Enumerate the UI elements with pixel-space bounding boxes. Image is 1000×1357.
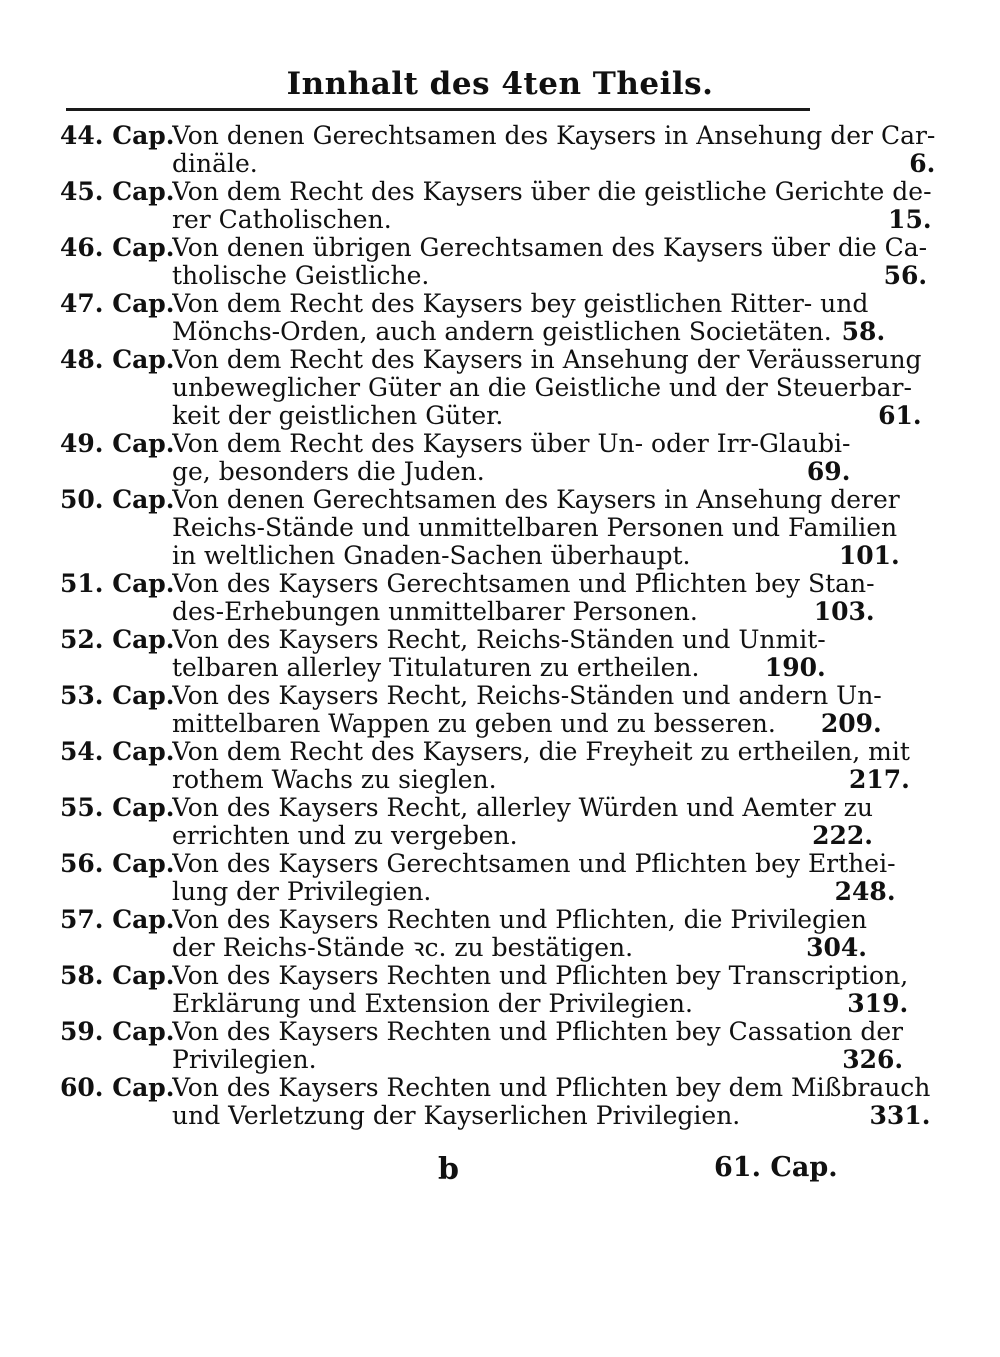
title-line: Von denen Gerechtsamen des Kaysers in Ansehung der Car- xyxy=(172,122,936,150)
toc-entry xyxy=(60,905,867,962)
page-number: 58. xyxy=(841,317,886,346)
header-rule xyxy=(66,108,810,111)
page-number: 304. xyxy=(806,933,867,962)
toc-entry xyxy=(60,233,928,290)
chapter-title xyxy=(172,682,882,738)
title-line: des-Erhebungen unmittelbarer Personen. xyxy=(172,597,698,626)
title-last-line xyxy=(172,878,896,906)
title-last-line xyxy=(172,934,867,962)
title-line: Von des Kaysers Rechten und Pflichten, die Privilegien xyxy=(172,906,867,934)
chapter-label: 51. Cap. xyxy=(60,569,175,598)
toc-entry xyxy=(60,429,851,486)
page-number: 6. xyxy=(909,149,936,178)
toc-entry xyxy=(60,849,896,906)
chapter-title xyxy=(172,290,885,346)
chapter-label: 59. Cap. xyxy=(60,1017,175,1046)
page-number: 248. xyxy=(834,877,896,906)
chapter-title xyxy=(172,1018,903,1074)
page-number: 326. xyxy=(842,1045,904,1074)
page-number: 15. xyxy=(888,205,932,234)
chapter-label: 45. Cap. xyxy=(60,177,175,206)
title-last-line xyxy=(172,654,826,682)
title-line: lung der Privilegien. xyxy=(172,877,432,906)
title-line: Von des Kaysers Recht, Reichs-Ständen und andern Un- xyxy=(172,682,882,710)
title-line: und Verletzung der Kayserlichen Privilegien. xyxy=(172,1101,741,1130)
page-number: 190. xyxy=(764,653,826,682)
chapter-label: 49. Cap. xyxy=(60,429,175,458)
chapter-title xyxy=(172,1074,930,1130)
title-last-line xyxy=(172,150,935,178)
title-last-line xyxy=(172,1046,903,1074)
toc-entry xyxy=(60,625,826,682)
title-last-line xyxy=(172,206,932,234)
title-line: tholische Geistliche. xyxy=(172,261,430,290)
title-line: in weltlichen Gnaden-Sachen überhaupt. xyxy=(172,541,691,570)
title-line: Von dem Recht des Kaysers bey geistlichen Ritter- und xyxy=(172,290,869,318)
chapter-title xyxy=(172,430,850,486)
title-line: Erklärung und Extension der Privilegien. xyxy=(172,989,693,1018)
chapter-title xyxy=(172,178,932,234)
title-last-line xyxy=(172,990,908,1018)
title-last-line xyxy=(172,542,900,570)
chapter-title xyxy=(172,570,875,626)
chapter-label: 44. Cap. xyxy=(60,121,175,150)
page-number: 101. xyxy=(838,541,900,570)
chapter-label: 53. Cap. xyxy=(60,681,175,710)
title-line: Privilegien. xyxy=(172,1045,317,1074)
chapter-title xyxy=(172,486,900,570)
toc-entry xyxy=(60,1073,931,1130)
title-last-line xyxy=(172,766,910,794)
chapter-label: 55. Cap. xyxy=(60,793,175,822)
title-line: keit der geistlichen Güter. xyxy=(172,401,504,430)
toc-entry xyxy=(60,681,882,738)
toc-entry xyxy=(60,289,886,346)
title-line: unbeweglicher Güter an die Geistliche und der Steuerbar- xyxy=(172,374,912,402)
chapter-label: 54. Cap. xyxy=(60,737,175,766)
title-last-line xyxy=(172,710,882,738)
page-number: 319. xyxy=(847,989,909,1018)
toc-entry xyxy=(60,737,910,794)
chapter-title xyxy=(172,906,867,962)
chapter-label: 60. Cap. xyxy=(60,1073,175,1102)
chapter-label: 57. Cap. xyxy=(60,905,175,934)
chapter-label: 46. Cap. xyxy=(60,233,175,262)
title-line: mittelbaren Wappen zu geben und zu besseren. xyxy=(172,709,776,738)
title-line: rer Catholischen. xyxy=(172,205,392,234)
chapter-label: 58. Cap. xyxy=(60,961,175,990)
toc-entry xyxy=(60,793,873,850)
page-number: 69. xyxy=(806,457,851,486)
toc-entry xyxy=(60,345,922,430)
title-line: Von des Kaysers Gerechtsamen und Pflichten bey Stan- xyxy=(172,570,875,598)
page-number: 217. xyxy=(849,765,910,794)
chapter-title xyxy=(172,850,896,906)
signature-mark: b xyxy=(438,1152,459,1187)
title-line: ge, besonders die Juden. xyxy=(172,457,485,486)
title-last-line xyxy=(172,598,875,626)
chapter-title xyxy=(172,346,922,430)
page-number: 222. xyxy=(812,821,873,850)
chapter-title xyxy=(172,122,935,178)
page-number: 61. xyxy=(878,401,922,430)
title-line: Von des Kaysers Rechten und Pflichten bey Cassation der xyxy=(172,1018,904,1046)
title-line: Von dem Recht des Kaysers, die Freyheit zu ertheilen, mit xyxy=(172,738,910,766)
toc-entry xyxy=(60,1017,904,1074)
catchword: 61. Cap. xyxy=(714,1152,838,1183)
title-line: der Reichs-Stände ꝛc. zu bestätigen. xyxy=(172,933,634,962)
title-line: Von des Kaysers Rechten und Pflichten bey Transcription, xyxy=(172,962,909,990)
title-line: rothem Wachs zu sieglen. xyxy=(172,765,497,794)
title-last-line xyxy=(172,318,885,346)
title-line: Von des Kaysers Gerechtsamen und Pflichten bey Erthei- xyxy=(172,850,896,878)
chapter-label: 50. Cap. xyxy=(60,485,175,514)
toc-entry xyxy=(60,121,936,178)
toc-entry xyxy=(60,177,932,234)
chapter-title xyxy=(172,794,873,850)
page-number: 331. xyxy=(869,1101,931,1130)
toc-entry xyxy=(60,569,875,626)
table-of-contents xyxy=(60,121,936,1130)
title-line: Von des Kaysers Recht, Reichs-Ständen und Unmit- xyxy=(172,626,826,654)
chapter-title xyxy=(172,234,927,290)
title-last-line xyxy=(172,458,850,486)
chapter-label: 52. Cap. xyxy=(60,625,175,654)
page-number: 56. xyxy=(883,261,928,290)
title-line: Mönchs-Orden, auch andern geistlichen Societäten. xyxy=(172,317,832,346)
title-last-line xyxy=(172,262,927,290)
title-last-line xyxy=(172,402,922,430)
chapter-title xyxy=(172,626,826,682)
chapter-label: 56. Cap. xyxy=(60,849,175,878)
title-line: Von dem Recht des Kaysers über die geistliche Gerichte de- xyxy=(172,178,932,206)
toc-entry xyxy=(60,485,900,570)
title-last-line xyxy=(172,1102,930,1130)
title-last-line xyxy=(172,822,873,850)
toc-entry xyxy=(60,961,909,1018)
title-line: Von dem Recht des Kaysers in Ansehung der Veräusserung xyxy=(172,346,922,374)
title-line: Von des Kaysers Rechten und Pflichten bey dem Mißbrauch xyxy=(172,1074,931,1102)
title-line: telbaren allerley Titulaturen zu ertheilen. xyxy=(172,653,700,682)
chapter-label: 48. Cap. xyxy=(60,345,175,374)
title-line: errichten und zu vergeben. xyxy=(172,821,518,850)
chapter-title xyxy=(172,738,910,794)
chapter-title xyxy=(172,962,908,1018)
title-line: Von dem Recht des Kaysers über Un- oder Irr-Glaubi- xyxy=(172,430,851,458)
chapter-label: 47. Cap. xyxy=(60,289,175,318)
running-title: Innhalt des 4ten Theils. xyxy=(286,66,714,102)
title-line: Reichs-Stände und unmittelbaren Personen und Familien xyxy=(172,514,898,542)
title-line: dinäle. xyxy=(172,149,258,178)
page-number: 209. xyxy=(820,709,882,738)
title-line: Von denen übrigen Gerechtsamen des Kaysers über die Ca- xyxy=(172,234,928,262)
title-line: Von des Kaysers Recht, allerley Würden und Aemter zu xyxy=(172,794,873,822)
title-line: Von denen Gerechtsamen des Kaysers in Ansehung derer xyxy=(172,486,900,514)
page-number: 103. xyxy=(813,597,875,626)
